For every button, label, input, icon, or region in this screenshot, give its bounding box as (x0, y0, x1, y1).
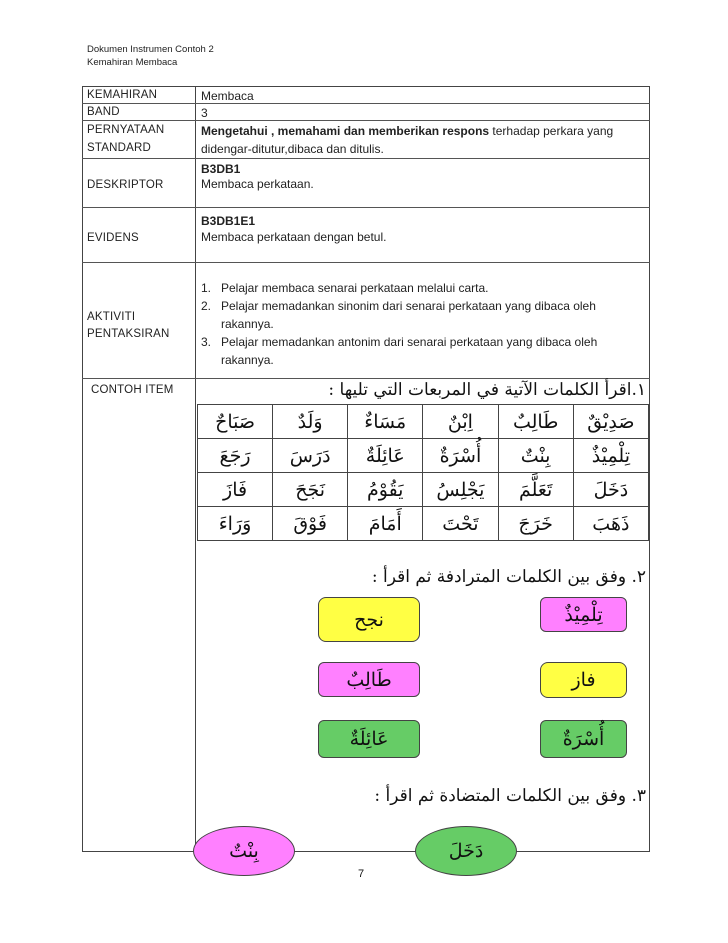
standard-label: STANDARD (87, 142, 152, 154)
band-label: BAND (87, 106, 120, 118)
activity-item: 1. Pelajar membaca senarai perkataan melalui carta. (201, 281, 489, 295)
activity-item: 2. Pelajar memadankan sinonim dari senarai perkataan yang dibaca oleh rakannya. (201, 299, 596, 331)
aktiviti-label: AKTIVITI (87, 311, 136, 323)
row-divider (82, 262, 650, 263)
grid-word: أُسْرَةٌ (423, 439, 498, 473)
grid-row (198, 405, 649, 439)
row-divider (82, 207, 650, 208)
pernyataan-value-line2: didengar-ditutur,dibaca dan ditulis. (201, 142, 384, 156)
grid-word: نَجَحَ (273, 473, 348, 507)
doc-title: Dokumen Instrumen Contoh 2 (87, 44, 214, 55)
synonym-word-box[interactable]: نجح (318, 597, 420, 642)
question-1: ١.اقرأ الكلمات الآتية في المربعات التي تليها : (328, 380, 646, 400)
question-3: ٣. وفق بين الكلمات المتضادة ثم اقرأ : (374, 786, 646, 806)
grid-row (198, 507, 649, 541)
row-divider (82, 103, 650, 104)
synonym-word-box[interactable]: أُسْرَةٌ (540, 720, 627, 758)
evidens-value: Membaca perkataan dengan betul. (201, 230, 387, 244)
synonym-word-box[interactable]: فاز (540, 662, 627, 698)
grid-word: فَازَ (198, 473, 273, 507)
evidens-label: EVIDENS (87, 232, 139, 244)
band-value: 3 (201, 106, 208, 120)
grid-word: صَبَاحٌ (198, 405, 273, 439)
kemahiran-label: KEMAHIRAN (87, 89, 158, 101)
grid-word: تِلْمِيْذٌ (573, 439, 648, 473)
grid-word: فَوْقَ (273, 507, 348, 541)
grid-word: تَحْتَ (423, 507, 498, 541)
grid-word: صَدِيْقٌ (573, 405, 648, 439)
word-grid (197, 404, 649, 541)
row-divider (82, 378, 650, 379)
deskriptor-code: B3DB1 (201, 162, 241, 176)
grid-word: أَمَامَ (348, 507, 423, 541)
pernyataan-value (201, 124, 613, 138)
row-divider (82, 120, 650, 121)
synonym-word-box[interactable]: تِلْمِيْذٌ (540, 597, 627, 632)
activity-item: 3. Pelajar memadankan antonim dari senarai perkataan yang dibaca oleh rakannya. (201, 335, 598, 367)
grid-word: بِنْتٌ (498, 439, 573, 473)
antonym-word-oval[interactable]: بِنْتٌ (193, 826, 295, 876)
grid-word: دَخَلَ (573, 473, 648, 507)
synonym-word-box[interactable]: طَالِبٌ (318, 662, 420, 697)
grid-word: يَجْلِسُ (423, 473, 498, 507)
grid-row (198, 439, 649, 473)
pernyataan-rest-text: terhadap perkara yang (489, 124, 614, 138)
kemahiran-value: Membaca (201, 89, 254, 103)
grid-word: يَقُوْمُ (348, 473, 423, 507)
question-2: ٢. وفق بين الكلمات المترادفة ثم اقرأ : (371, 567, 646, 587)
pernyataan-label: PERNYATAAN (87, 124, 165, 136)
grid-word: طَالِبٌ (498, 405, 573, 439)
contoh-item-label: CONTOH ITEM (91, 384, 174, 396)
grid-word: مَسَاءٌ (348, 405, 423, 439)
grid-word: ذَهَبَ (573, 507, 648, 541)
grid-word: رَجَعَ (198, 439, 273, 473)
antonym-word-oval[interactable]: دَخَلَ (415, 826, 517, 876)
row-divider (82, 158, 650, 159)
grid-word: دَرَسَ (273, 439, 348, 473)
pernyataan-bold-text: Mengetahui , memahami dan memberikan respons (201, 124, 490, 138)
grid-word: اِبْنٌ (423, 405, 498, 439)
grid-word: وَرَاءَ (198, 507, 273, 541)
grid-word: وَلَدٌ (273, 405, 348, 439)
doc-subtitle: Kemahiran Membaca (87, 57, 178, 68)
synonym-word-box[interactable]: عَائِلَةٌ (318, 720, 420, 758)
grid-word: تَعَلَّمَ (498, 473, 573, 507)
deskriptor-label: DESKRIPTOR (87, 179, 164, 191)
column-divider (195, 86, 196, 852)
pentaksiran-label: PENTAKSIRAN (87, 328, 170, 340)
grid-word: عَائِلَةٌ (348, 439, 423, 473)
grid-word: خَرَجَ (498, 507, 573, 541)
deskriptor-value: Membaca perkataan. (201, 177, 314, 191)
evidens-code: B3DB1E1 (201, 214, 256, 228)
page-number: 7 (358, 868, 365, 880)
grid-row (198, 473, 649, 507)
activity-list (201, 279, 641, 369)
